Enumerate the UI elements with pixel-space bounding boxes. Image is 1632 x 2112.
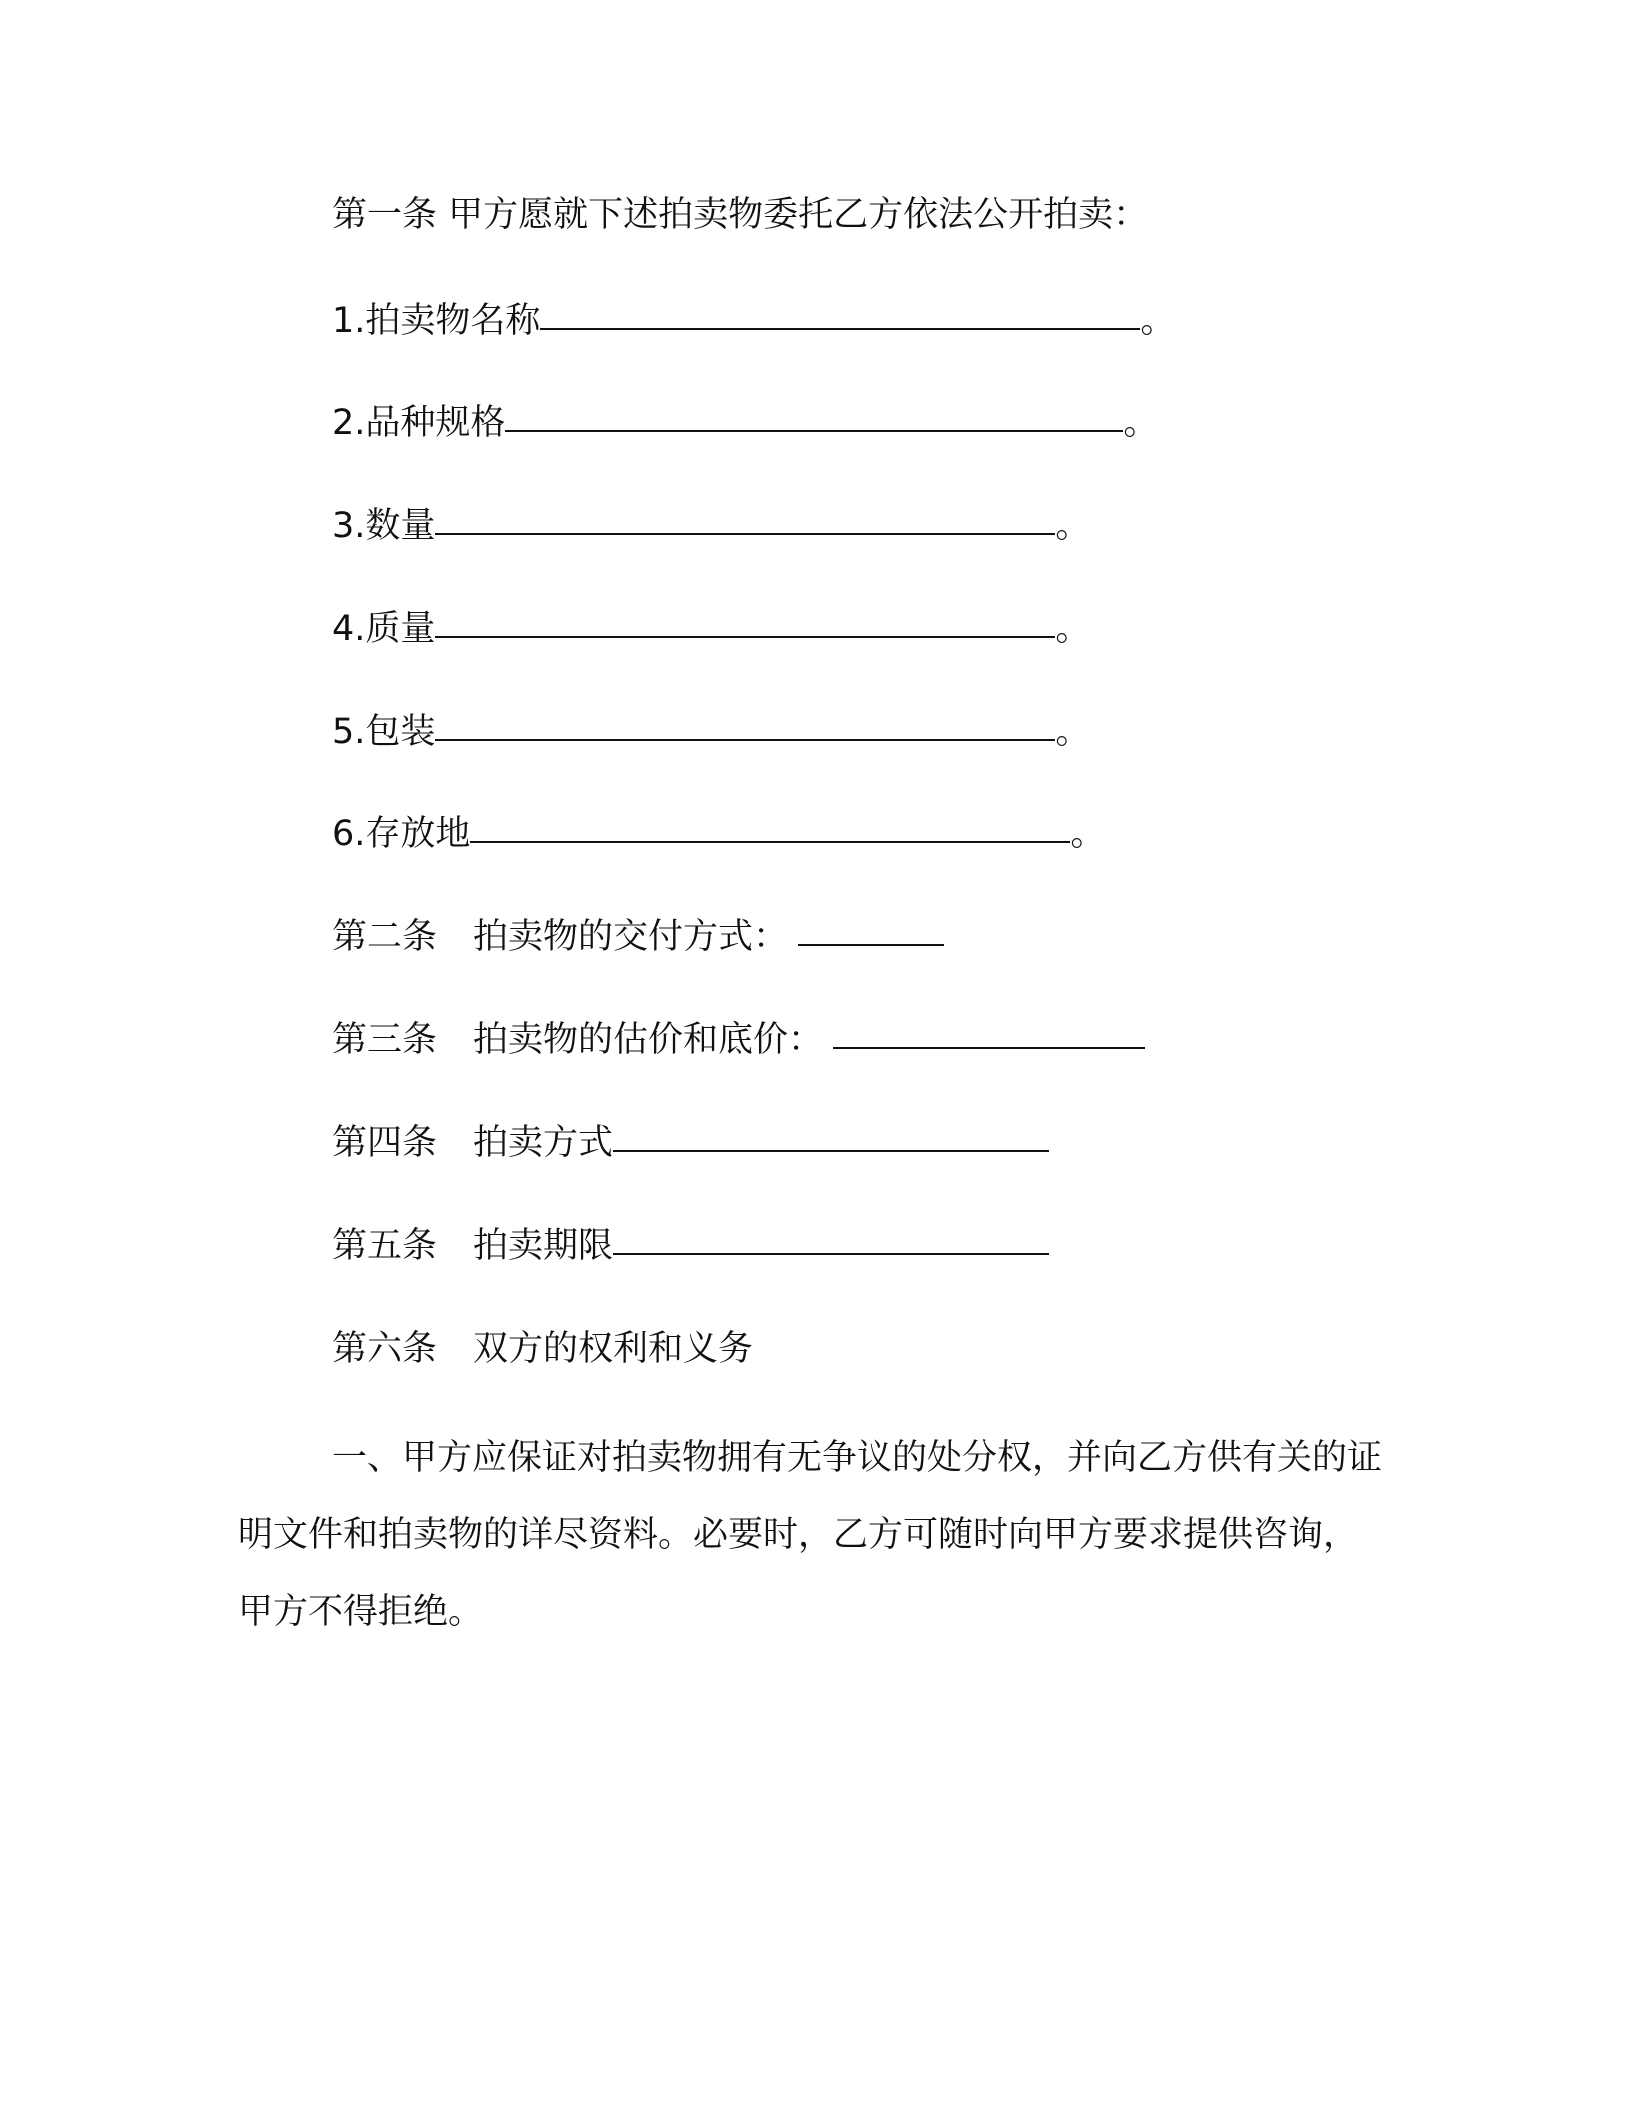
- article-text: 拍卖期限: [473, 1226, 614, 1266]
- fill-blank[interactable]: [505, 396, 1123, 432]
- item-label: 1.拍卖物名称: [332, 301, 541, 341]
- item-end: 。: [1140, 301, 1176, 341]
- item-end: 。: [1070, 814, 1106, 854]
- item-storage: [332, 809, 1105, 859]
- item-end: 。: [1123, 403, 1159, 443]
- item-quality: [332, 604, 1090, 654]
- article-number: 第六条: [332, 1329, 438, 1369]
- article-number: 第二条: [332, 917, 438, 957]
- article1-heading: 第一条 甲方愿就下述拍卖物委托乙方依法公开拍卖：: [332, 195, 1149, 235]
- item-auction-name: [332, 296, 1175, 346]
- article4: [332, 1118, 1049, 1168]
- item-label: 5.包装: [332, 712, 436, 752]
- item-label: 2.品种规格: [332, 403, 506, 443]
- fill-blank[interactable]: [435, 705, 1055, 741]
- article2: [332, 912, 944, 962]
- item-end: 。: [1055, 712, 1091, 752]
- clause-1-paragraph: 一、甲方应保证对拍卖物拥有无争议的处分权，并向乙方供有关的证明文件和拍卖物的详尽资料。必要时，乙方可随时向甲方要求提供咨询，甲方不得拒绝。: [238, 1438, 1383, 1632]
- item-end: 。: [1055, 506, 1091, 546]
- article6: [332, 1324, 753, 1374]
- fill-blank[interactable]: [435, 602, 1055, 638]
- article3: [332, 1015, 1145, 1065]
- article-number: 第三条: [332, 1020, 438, 1060]
- item-label: 3.数量: [332, 506, 436, 546]
- article5: [332, 1221, 1049, 1271]
- article-number: 第五条: [332, 1226, 438, 1266]
- item-label: 6.存放地: [332, 814, 471, 854]
- item-end: 。: [1055, 609, 1091, 649]
- item-quantity: [332, 501, 1090, 551]
- fill-blank[interactable]: [798, 910, 944, 946]
- fill-blank[interactable]: [435, 499, 1055, 535]
- fill-blank[interactable]: [833, 1013, 1145, 1049]
- article-text: 双方的权利和义务: [473, 1329, 754, 1369]
- article-text: 拍卖物的交付方式：: [473, 917, 789, 957]
- fill-blank[interactable]: [613, 1219, 1049, 1255]
- article-number: 第四条: [332, 1123, 438, 1163]
- item-packaging: [332, 707, 1090, 757]
- article-text: 拍卖物的估价和底价：: [473, 1020, 824, 1060]
- article-text: 拍卖方式: [473, 1123, 614, 1163]
- fill-blank[interactable]: [470, 807, 1070, 843]
- item-spec: [332, 398, 1158, 448]
- fill-blank[interactable]: [540, 294, 1140, 330]
- item-label: 4.质量: [332, 609, 436, 649]
- fill-blank[interactable]: [613, 1116, 1049, 1152]
